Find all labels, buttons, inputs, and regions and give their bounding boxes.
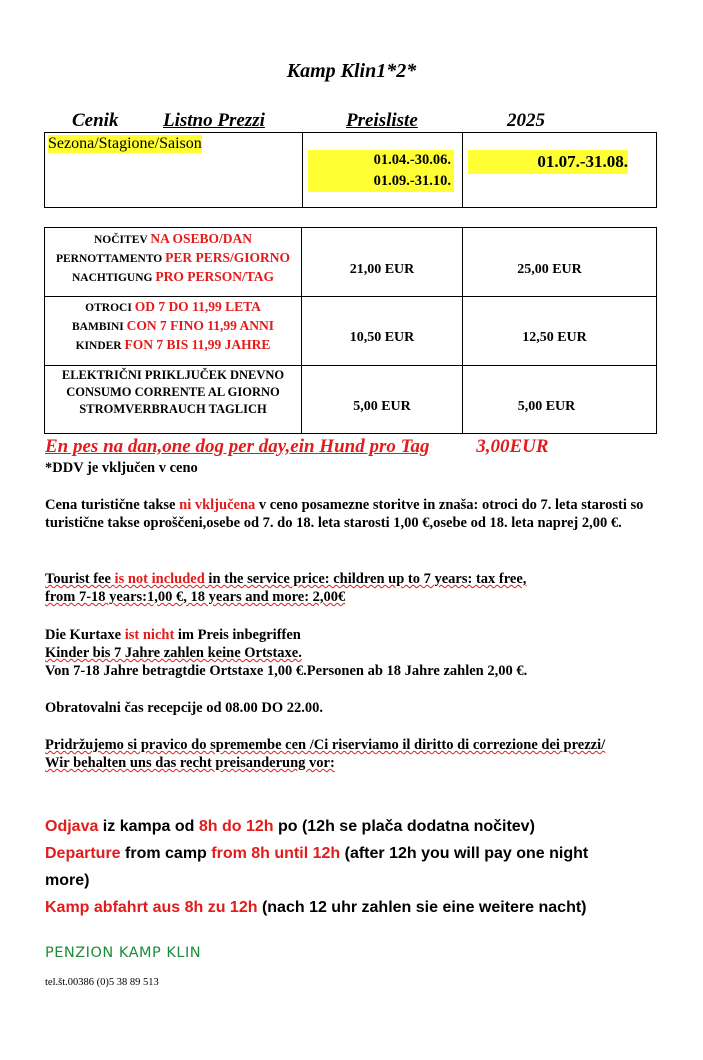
document-title: Kamp Klin1*2*: [286, 60, 417, 82]
checkout-info: [45, 813, 625, 921]
season-label-cell: [45, 133, 303, 208]
footer-phone: tel.št.00386 (0)5 38 89 513: [45, 977, 159, 988]
price-table: [44, 227, 657, 434]
low-season-dates-1: 01.04.-30.06.: [373, 152, 451, 168]
header-listno-prezzi: Listno Prezzi: [163, 110, 265, 131]
header-year: 2025: [507, 110, 545, 131]
checkout-de: Kamp abfahrt aus 8h zu 12h (nach 12 uhr zahlen sie eine weitere nacht): [45, 899, 587, 916]
price-high-cell: [463, 366, 657, 434]
checkout-si: Odjava iz kampa od 8h do 12h po (12h se plača dodatna nočitev): [45, 818, 535, 835]
tourist-tax-si: Cena turistične takse ni vključena v ceno posamezne storitve in znaša: otroci do 7. leta starosti so turistične takse oproščeni,osebe od 7. do 18. leta starosti 1,00 €,osebe od 18. leta naprej 2,00 €.: [45, 497, 644, 531]
low-season-cell: [303, 133, 463, 208]
low-season-dates-2: 01.09.-31.10.: [373, 173, 451, 189]
reception-hours: Obratovalni čas recepcije od 08.00 DO 22.00.: [45, 700, 324, 716]
dog-fee-price: 3,00EUR: [476, 436, 549, 457]
price-high: 25,00 EUR: [517, 262, 582, 277]
category-cell: NOČITEV NA OSEBO/DAN PERNOTTAMENTO PER PERS/GIORNO NACHTIGUNG PRO PERSON/TAG: [45, 228, 302, 297]
header-preisliste: Preisliste: [346, 110, 418, 131]
dog-fee: [45, 436, 549, 458]
price-high-cell: [463, 228, 657, 297]
table-row: [45, 228, 657, 297]
price-change-notice: Pridržujemo si pravico do spremembe cen /Ci riserviamo il diritto di correzione dei prezzi/ Wir behalten uns das recht preisanderung vor:: [45, 737, 606, 771]
tourist-tax-de: Die Kurtaxe ist nicht im Preis inbegriffen Kinder bis 7 Jahre zahlen keine Ortstaxe. Von 7-18 Jahre betragtdie Ortstaxe 1,00 €.Personen ab 18 Jahre zahlen 2,00 €.: [45, 627, 528, 679]
tourist-tax-en: Tourist fee is not included in the service price: children up to 7 years: tax free, from 7-18 years:1,00 €, 18 years and more: 2,00€: [45, 571, 527, 605]
season-table: [44, 132, 657, 208]
table-row: [45, 297, 657, 366]
price-low-cell: [302, 366, 463, 434]
footer-name: PENZION KAMP KLIN: [45, 945, 202, 961]
high-season-cell: [463, 133, 657, 208]
dog-fee-text: En pes na dan,one dog per day,ein Hund pro Tag: [45, 436, 430, 457]
checkout-en: Departure from camp from 8h until 12h (after 12h you will pay one night more): [45, 845, 589, 889]
season-label: Sezona/Stagione/Saison: [48, 135, 202, 152]
vat-note: *DDV je vključen v ceno: [45, 460, 198, 476]
price-low: 10,50 EUR: [349, 330, 415, 345]
price-high-cell: [463, 297, 657, 366]
price-high: 12,50 EUR: [522, 330, 587, 345]
header-cenik: Cenik: [72, 110, 119, 131]
category-cell: OTROCI OD 7 DO 11,99 LETA BAMBINI CON 7 FINO 11,99 ANNI KINDER FON 7 BIS 11,99 JAHRE: [45, 297, 302, 366]
high-season-dates: 01.07.-31.08.: [468, 150, 628, 174]
price-low-cell: [302, 228, 463, 297]
category-cell: ELEKTRIČNI PRIKLJUČEK DNEVNO CONSUMO CORRENTE AL GIORNO STROMVERBRAUCH TAGLICH: [45, 366, 302, 434]
price-high: 5,00 EUR: [517, 399, 576, 414]
price-low-cell: [302, 297, 463, 366]
price-low: 21,00 EUR: [349, 262, 415, 277]
table-row: [45, 366, 657, 434]
price-low: 5,00 EUR: [353, 399, 411, 414]
